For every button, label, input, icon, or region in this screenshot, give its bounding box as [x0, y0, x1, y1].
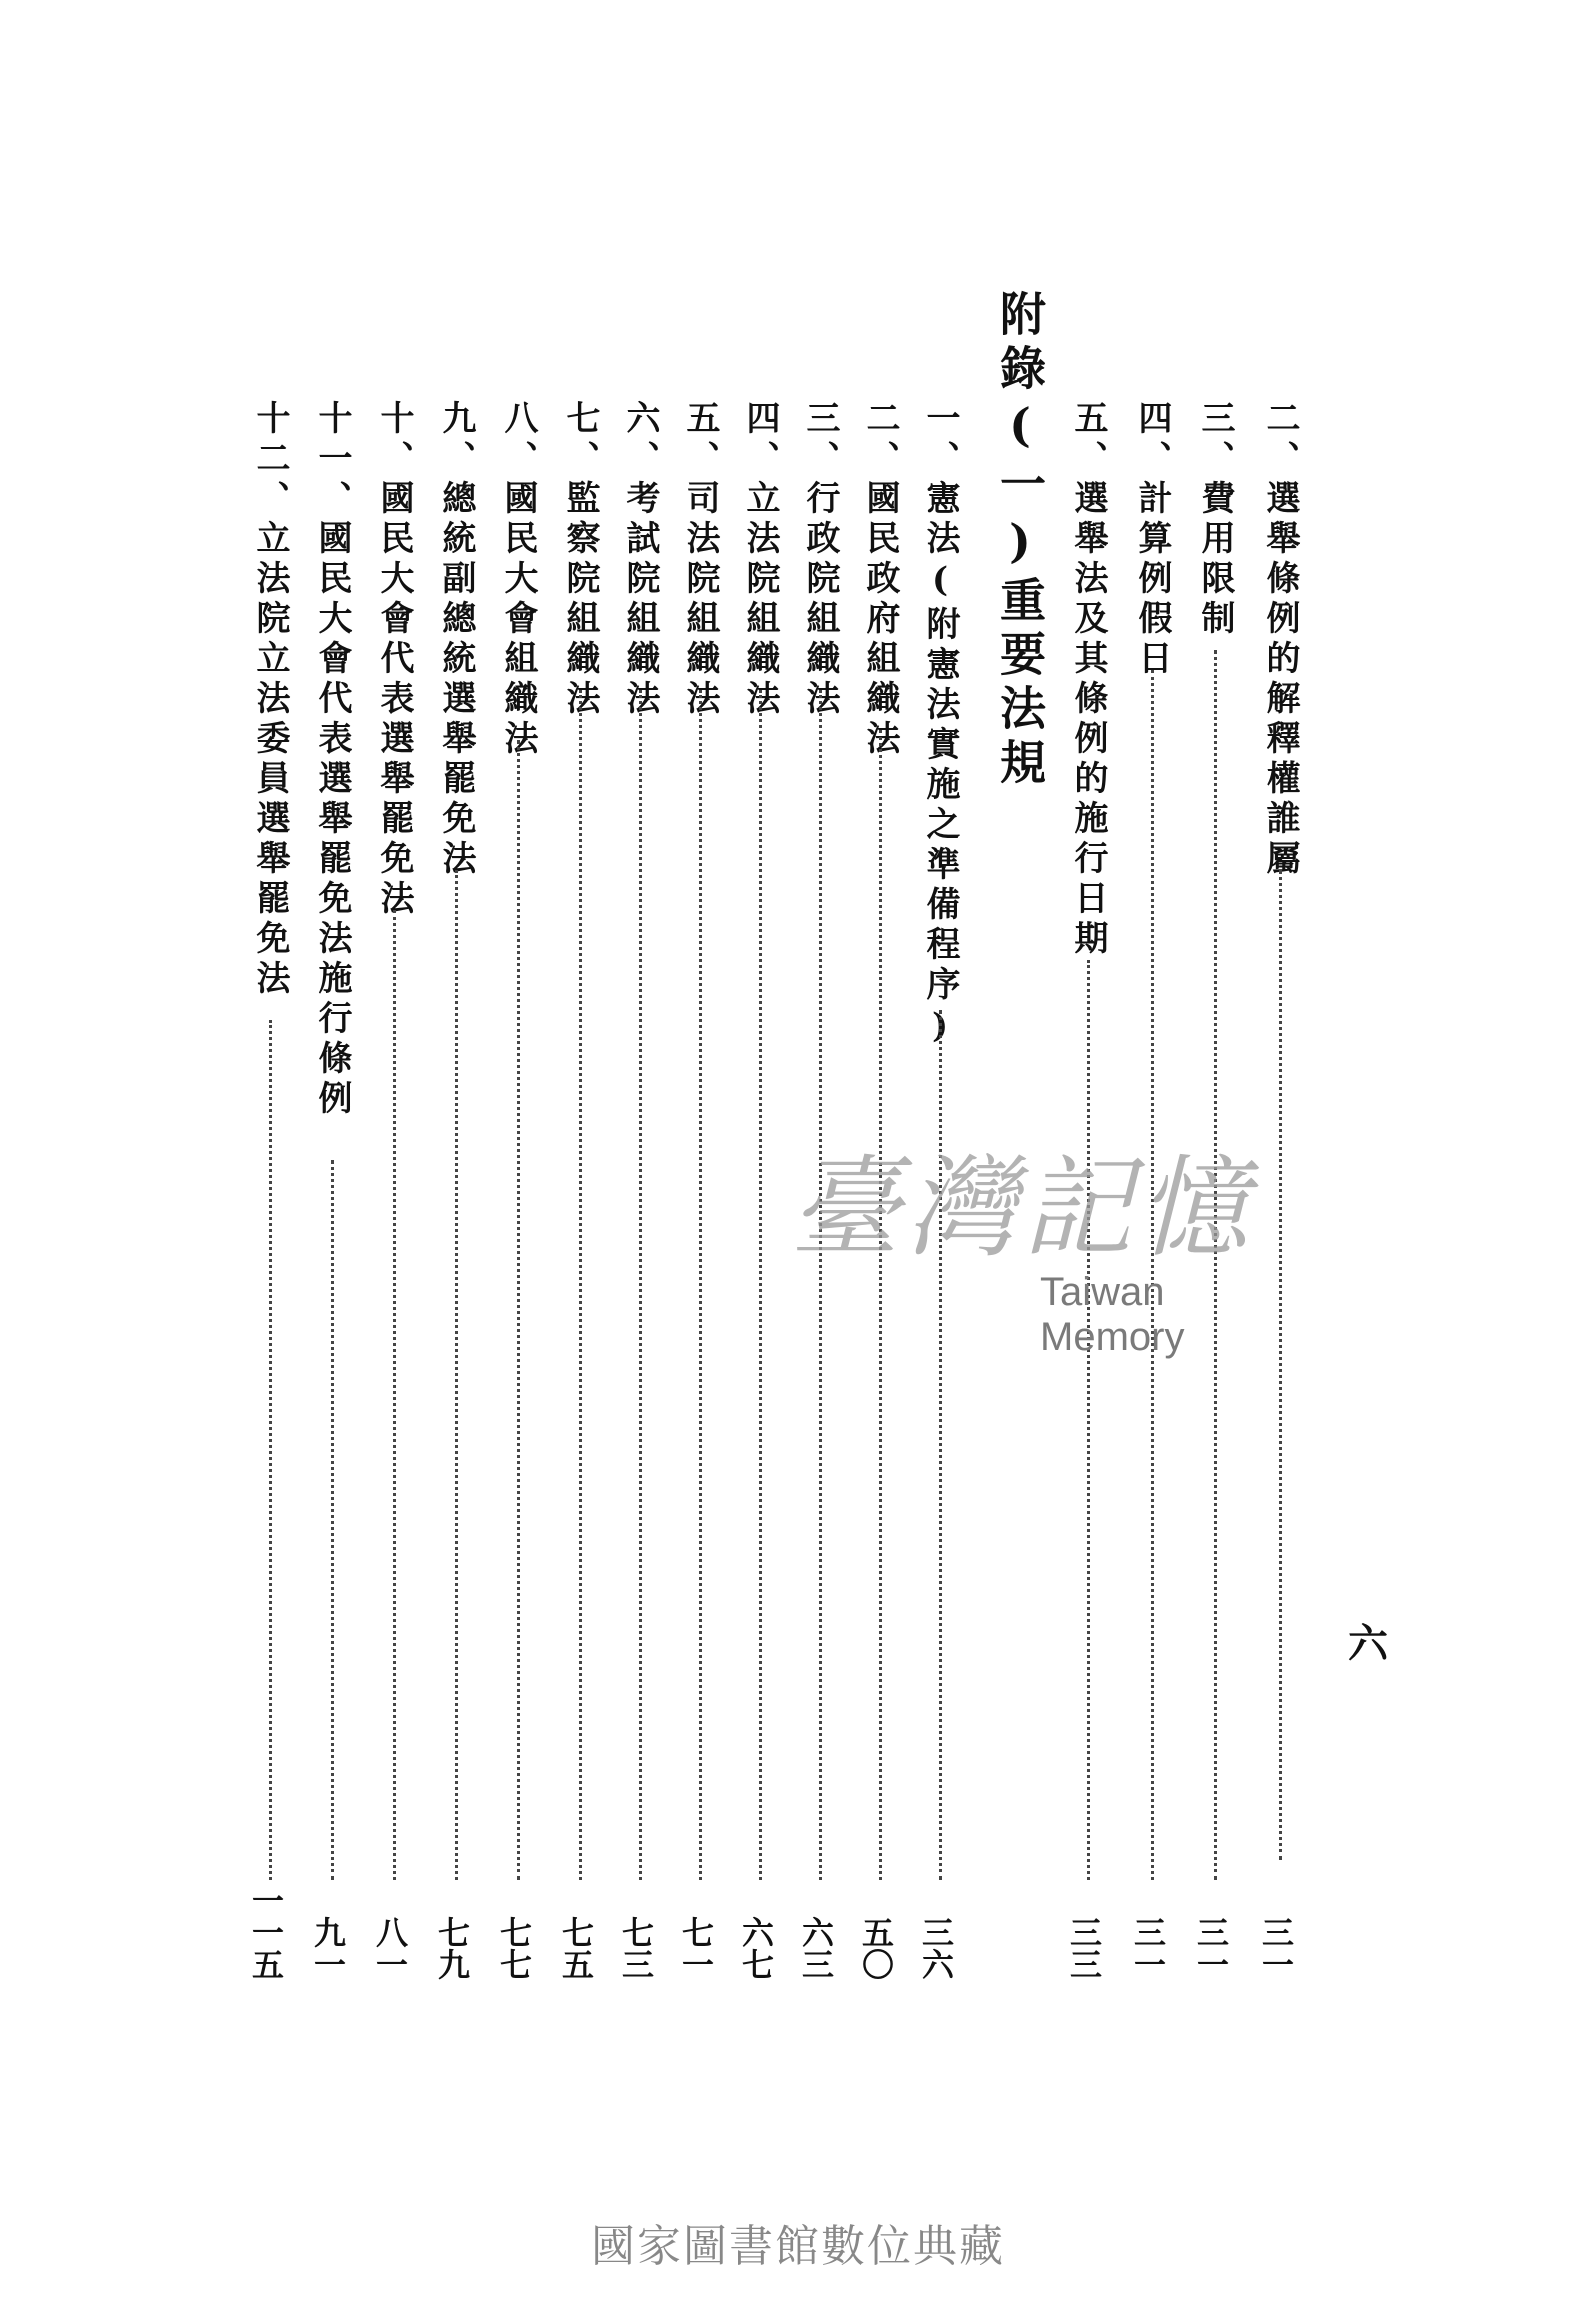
toc-entry-title: 五、選舉法及其條例的施行日期 [1068, 400, 1108, 960]
dotted-leader [699, 690, 702, 1880]
toc-entry-title: 三、費用限制 [1195, 400, 1235, 640]
toc-page-number: 七一 [677, 1916, 715, 1980]
page-marker: 六 [1348, 1620, 1388, 1667]
toc-page-number: 六七 [737, 1916, 775, 1980]
toc-page-number: 七七 [495, 1916, 533, 1980]
toc-entry-title: 五、司法院組織法 [680, 400, 720, 720]
dotted-leader [579, 690, 582, 1880]
toc-page-number: 八一 [371, 1916, 409, 1980]
toc-entry-10 [364, 400, 424, 1980]
toc-entry-title: 二、選舉條例的解釋權誰屬 [1260, 400, 1300, 880]
toc-page-number: 五〇 [857, 1916, 895, 1980]
toc-page-number: 七五 [557, 1916, 595, 1980]
dotted-leader [331, 1160, 334, 1880]
toc-entry-title: 三、行政院組織法 [800, 400, 840, 720]
toc-entry-12 [240, 400, 300, 1980]
toc-entry-9 [426, 400, 486, 1980]
toc-entry-7 [550, 400, 610, 1980]
watermark-chinese: 臺灣記憶 [790, 1144, 1254, 1272]
toc-entry-title: 一、憲法(附憲法實施之準備程序) [920, 400, 960, 1052]
dotted-leader [639, 690, 642, 1880]
toc-page-number: 三一 [1257, 1916, 1295, 1980]
toc-entry-title: 十、國民大會代表選舉罷免法 [374, 400, 414, 920]
dotted-leader [455, 870, 458, 1880]
toc-page-number: 三一 [1192, 1916, 1230, 1980]
toc-entry-5 [670, 400, 730, 1980]
dotted-leader [1087, 960, 1090, 1880]
toc-entry-title: 六、考試院組織法 [620, 400, 660, 720]
toc-entry-title: 十二、立法院立法委員選舉罷免法 [250, 400, 290, 1000]
toc-page-number: 一一五 [247, 1884, 285, 1980]
toc-entry-11 [302, 400, 362, 1980]
dotted-leader [517, 740, 520, 1880]
toc-entry-4 [730, 400, 790, 1980]
toc-entry-title: 二、國民政府組織法 [860, 400, 900, 760]
toc-entry-title: 四、立法院組織法 [740, 400, 780, 720]
dotted-leader [393, 910, 396, 1880]
toc-entry-title: 七、監察院組織法 [560, 400, 600, 720]
toc-page-number: 三三 [1065, 1916, 1103, 1980]
toc-page-number: 七九 [433, 1916, 471, 1980]
toc-entry-title: 十一、國民大會代表選舉罷免法施行條例 [312, 400, 352, 1120]
toc-page-number: 三六 [917, 1916, 955, 1980]
watermark-english: Taiwan Memory [1040, 1270, 1185, 1359]
toc-entry-6 [610, 400, 670, 1980]
toc-page-number: 九一 [309, 1916, 347, 1980]
section-heading: 附錄(一)重要法規 [993, 290, 1047, 792]
toc-entry-8 [488, 400, 548, 1980]
footer-credit: 國家圖書館數位典藏 [591, 2221, 1005, 2272]
toc-entry-title: 九、總統副總統選舉罷免法 [436, 400, 476, 880]
toc-entry-title: 四、計算例假日 [1132, 400, 1172, 680]
dotted-leader [1279, 870, 1282, 1860]
toc-entry-title: 八、國民大會組織法 [498, 400, 538, 760]
toc-page-number: 六三 [797, 1916, 835, 1980]
toc-page-number: 七三 [617, 1916, 655, 1980]
dotted-leader [269, 1020, 272, 1880]
taiwan-memory-watermark [790, 1120, 1290, 1359]
dotted-leader [759, 690, 762, 1880]
toc-page-number: 三一 [1129, 1916, 1167, 1980]
